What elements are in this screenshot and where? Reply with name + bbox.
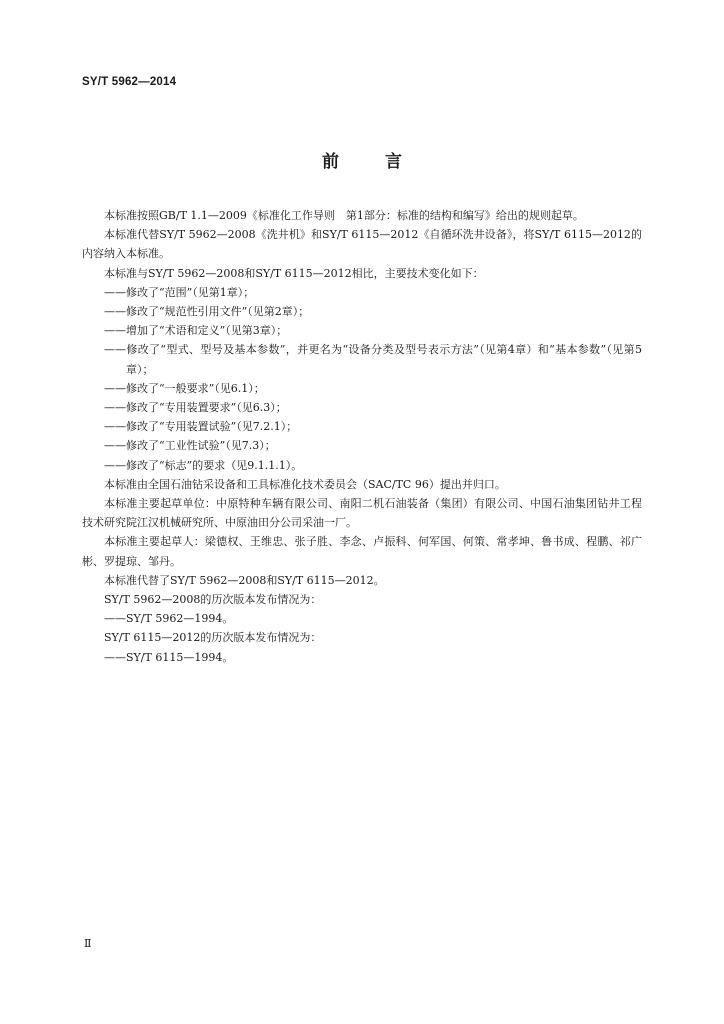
list-item: ——修改了“规范性引用文件”（见第2章）； — [104, 305, 310, 319]
section-title: 前 言 — [322, 152, 402, 172]
paragraph: 本标准按照GB/T 1.1—2009《标准化工作导则 第1部分：标准的结构和编写》给出的规则起草。 — [104, 209, 584, 222]
paragraph: 本标准主要起草单位：中原特种车辆有限公司、南阳二机石油装备（集团）有限公司、中国石油集团钻井工程技术研究院江汉机械研究所、中原油田分公司采油一厂。 — [82, 497, 642, 530]
list-item: ——SY/T 5962—1994。 — [104, 612, 234, 626]
paragraph: 本标准代替SY/T 5962—2008《洗井机》和SY/T 6115—2012《自循环洗井设备》，将SY/T 6115—2012的内容纳入本标准。 — [82, 228, 642, 261]
list-item: ——修改了“专用装置试验”（见7.2.1）； — [104, 420, 298, 434]
list-item: ——修改了“型式、型号及基本参数”，并更名为“设备分类及型号表示方法”（见第4章）和“基本参数”（见第5章）； — [104, 343, 642, 376]
paragraph: SY/T 5962—2008的历次版本发布情况为： — [104, 593, 322, 607]
list-item: ——修改了“一般要求”（见6.1）； — [104, 381, 265, 395]
list-item: ——增加了“术语和定义”（见第3章）； — [104, 324, 288, 338]
paragraph: 本标准代替了SY/T 5962—2008和SY/T 6115—2012。 — [104, 573, 385, 587]
list-item: ——修改了“专用装置要求”（见6.3）； — [104, 401, 287, 415]
list-item: ——修改了“工业性试验”（见7.3）； — [104, 439, 276, 453]
paragraph: 本标准与SY/T 5962—2008和SY/T 6115—2012相比，主要技术变化如下： — [104, 266, 484, 280]
list-item: ——修改了“范围”（见第1章）； — [104, 285, 255, 299]
foreword-body — [82, 206, 642, 667]
paragraph: 本标准由全国石油钻采设备和工具标准化技术委员会（SAC/TC 96）提出并归口。 — [104, 477, 506, 491]
list-item: ——SY/T 6115—1994。 — [104, 650, 234, 664]
document-code: SY/T 5962—2014 — [82, 76, 177, 88]
paragraph: 本标准主要起草人：梁德权、王维忠、张子胜、李念、卢振科、何军国、何策、常孝坤、鲁书成、程鹏、祁广彬、罗提琼、邹丹。 — [82, 535, 642, 568]
list-item: ——修改了“标志”的要求（见9.1.1.1）。 — [104, 458, 303, 472]
paragraph: SY/T 6115—2012的历次版本发布情况为： — [104, 631, 322, 645]
page-number: Ⅱ — [84, 937, 92, 950]
